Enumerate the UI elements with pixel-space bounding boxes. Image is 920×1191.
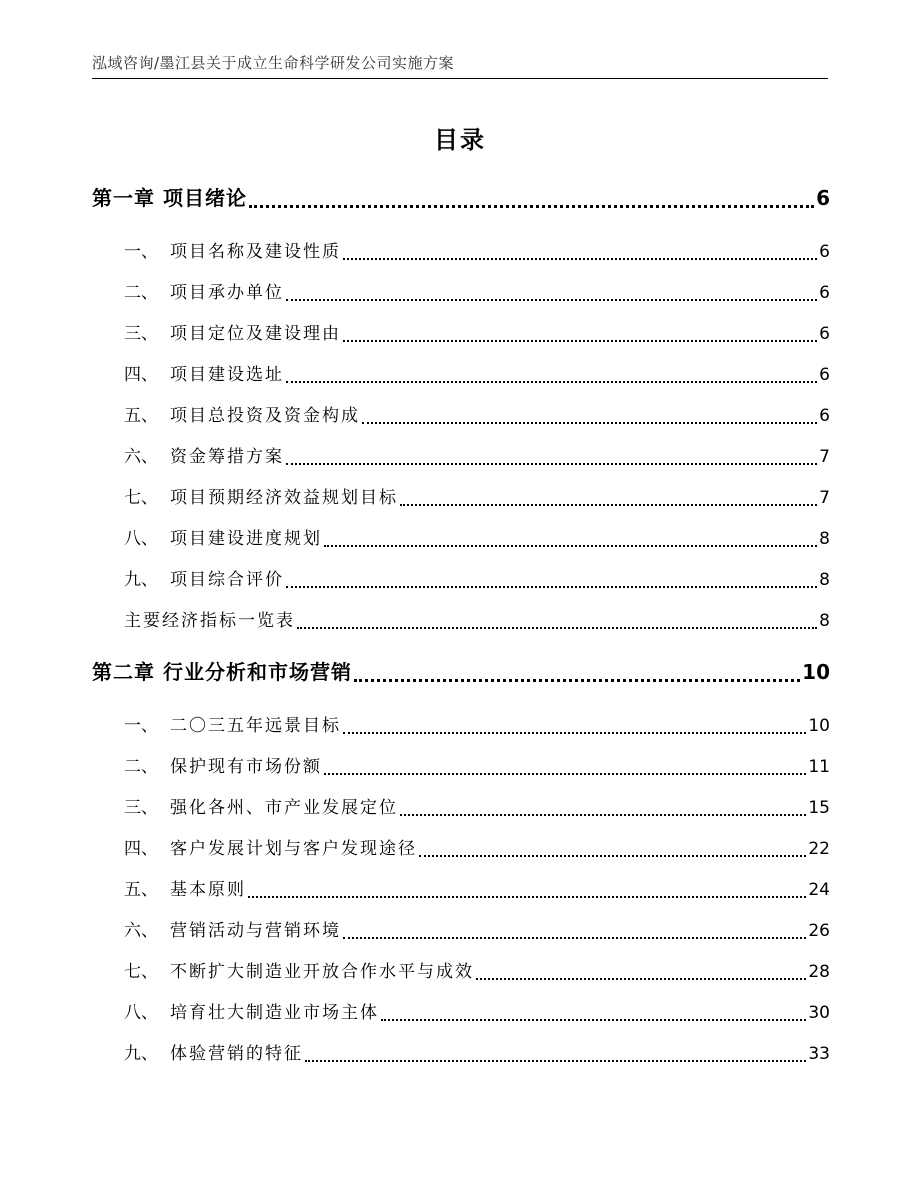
toc-entry-label: 第一章 项目绪论 bbox=[92, 186, 247, 210]
toc-entry-page-number: 26 bbox=[808, 921, 830, 941]
toc-entry-label: 强化各州、市产业发展定位 bbox=[170, 798, 398, 818]
toc-entry-page-number: 6 bbox=[819, 242, 830, 262]
toc-entry-label: 营销活动与营销环境 bbox=[170, 921, 341, 941]
toc-entry-number: 七、 bbox=[124, 962, 158, 982]
toc-entry-number: 四、 bbox=[124, 365, 158, 385]
toc-section-entry[interactable] bbox=[92, 314, 830, 355]
toc-entry-number: 八、 bbox=[124, 1003, 158, 1023]
toc-entry-page-number: 8 bbox=[819, 611, 830, 631]
toc-chapter-entry[interactable] bbox=[92, 652, 830, 692]
toc-entry-page-number: 6 bbox=[819, 324, 830, 344]
toc-chapter-entry[interactable] bbox=[92, 178, 830, 218]
toc-entry-number: 三、 bbox=[124, 798, 158, 818]
toc-entry-number: 八、 bbox=[124, 529, 158, 549]
toc-entry-page-number: 6 bbox=[819, 283, 830, 303]
toc-entry-number: 二、 bbox=[124, 757, 158, 777]
toc-section-entry[interactable] bbox=[92, 478, 830, 519]
toc-section-entry[interactable] bbox=[92, 788, 830, 829]
toc-section-entry[interactable] bbox=[92, 747, 830, 788]
dot-leader bbox=[476, 978, 806, 980]
toc-entry-page-number: 30 bbox=[808, 1003, 830, 1023]
toc-entry-number: 七、 bbox=[124, 488, 158, 508]
dot-leader bbox=[400, 814, 806, 816]
toc-entry-number: 五、 bbox=[124, 880, 158, 900]
toc-section-entry[interactable] bbox=[92, 560, 830, 601]
toc-entry-label: 项目建设选址 bbox=[170, 365, 284, 385]
dot-leader bbox=[354, 679, 800, 682]
toc-entry-number: 三、 bbox=[124, 324, 158, 344]
toc-entry-label: 主要经济指标一览表 bbox=[124, 611, 295, 631]
toc-entry-label: 体验营销的特征 bbox=[170, 1044, 303, 1064]
toc-entry-page-number: 8 bbox=[819, 529, 830, 549]
toc-entry-page-number: 8 bbox=[819, 570, 830, 590]
toc-entry-number: 一、 bbox=[124, 716, 158, 736]
toc-entry-label: 项目综合评价 bbox=[170, 570, 284, 590]
toc-entry-page-number: 22 bbox=[808, 839, 830, 859]
toc-entry-label: 资金筹措方案 bbox=[170, 447, 284, 467]
toc-section-entry[interactable] bbox=[92, 1034, 830, 1075]
header-rule bbox=[92, 78, 828, 79]
toc-entry-label: 基本原则 bbox=[170, 880, 246, 900]
toc-entry-number: 六、 bbox=[124, 447, 158, 467]
toc-entry-label: 项目预期经济效益规划目标 bbox=[170, 488, 398, 508]
toc-entry-number: 六、 bbox=[124, 921, 158, 941]
toc-entry-page-number: 24 bbox=[808, 880, 830, 900]
toc-section-entry[interactable] bbox=[92, 273, 830, 314]
dot-leader bbox=[343, 937, 806, 939]
dot-leader bbox=[343, 340, 817, 342]
toc-entry-label: 项目名称及建设性质 bbox=[170, 242, 341, 262]
dot-leader bbox=[297, 627, 817, 629]
toc-entry-label: 项目定位及建设理由 bbox=[170, 324, 341, 344]
dot-leader bbox=[419, 855, 806, 857]
table-of-contents bbox=[92, 178, 830, 1075]
dot-leader bbox=[362, 422, 817, 424]
toc-entry-label: 二〇三五年远景目标 bbox=[170, 716, 341, 736]
toc-entry-page-number: 10 bbox=[808, 716, 830, 736]
toc-entry-number: 二、 bbox=[124, 283, 158, 303]
toc-entry-number: 一、 bbox=[124, 242, 158, 262]
dot-leader bbox=[286, 381, 817, 383]
toc-section-entry[interactable] bbox=[92, 870, 830, 911]
toc-entry-page-number: 7 bbox=[819, 447, 830, 467]
toc-entry-label: 项目总投资及资金构成 bbox=[170, 406, 360, 426]
toc-entry-number: 九、 bbox=[124, 570, 158, 590]
dot-leader bbox=[286, 463, 817, 465]
toc-section-entry[interactable] bbox=[92, 396, 830, 437]
toc-entry-label: 客户发展计划与客户发现途径 bbox=[170, 839, 417, 859]
dot-leader bbox=[305, 1060, 806, 1062]
toc-entry-page-number: 6 bbox=[816, 186, 830, 210]
toc-entry-page-number: 33 bbox=[808, 1044, 830, 1064]
running-header: 泓域咨询/墨江县关于成立生命科学研发公司实施方案 bbox=[92, 54, 455, 72]
dot-leader bbox=[343, 258, 817, 260]
toc-section-entry[interactable] bbox=[92, 829, 830, 870]
toc-section-entry[interactable] bbox=[92, 952, 830, 993]
toc-section-entry[interactable] bbox=[92, 601, 830, 642]
toc-entry-page-number: 28 bbox=[808, 962, 830, 982]
toc-section-entry[interactable] bbox=[92, 993, 830, 1034]
toc-section-entry[interactable] bbox=[92, 911, 830, 952]
toc-entry-label: 项目建设进度规划 bbox=[170, 529, 322, 549]
toc-entry-page-number: 15 bbox=[808, 798, 830, 818]
toc-entry-number: 九、 bbox=[124, 1044, 158, 1064]
dot-leader bbox=[400, 504, 817, 506]
toc-entry-number: 五、 bbox=[124, 406, 158, 426]
dot-leader bbox=[286, 299, 817, 301]
toc-entry-page-number: 6 bbox=[819, 406, 830, 426]
toc-section-entry[interactable] bbox=[92, 437, 830, 478]
dot-leader bbox=[381, 1019, 806, 1021]
dot-leader bbox=[324, 773, 806, 775]
dot-leader bbox=[324, 545, 817, 547]
dot-leader bbox=[249, 205, 814, 208]
toc-section-entry[interactable] bbox=[92, 706, 830, 747]
toc-entry-label: 保护现有市场份额 bbox=[170, 757, 322, 777]
toc-entry-page-number: 7 bbox=[819, 488, 830, 508]
toc-entry-page-number: 10 bbox=[802, 660, 830, 684]
toc-section-entry[interactable] bbox=[92, 519, 830, 560]
dot-leader bbox=[248, 896, 806, 898]
toc-entry-label: 第二章 行业分析和市场营销 bbox=[92, 660, 352, 684]
toc-entry-label: 不断扩大制造业开放合作水平与成效 bbox=[170, 962, 474, 982]
toc-entry-label: 培育壮大制造业市场主体 bbox=[170, 1003, 379, 1023]
dot-leader bbox=[286, 586, 817, 588]
toc-entry-page-number: 6 bbox=[819, 365, 830, 385]
toc-entry-label: 项目承办单位 bbox=[170, 283, 284, 303]
toc-section-entry[interactable] bbox=[92, 232, 830, 273]
dot-leader bbox=[343, 732, 806, 734]
toc-title: 目录 bbox=[434, 126, 486, 154]
toc-entry-page-number: 11 bbox=[808, 757, 830, 777]
toc-section-entry[interactable] bbox=[92, 355, 830, 396]
toc-entry-number: 四、 bbox=[124, 839, 158, 859]
